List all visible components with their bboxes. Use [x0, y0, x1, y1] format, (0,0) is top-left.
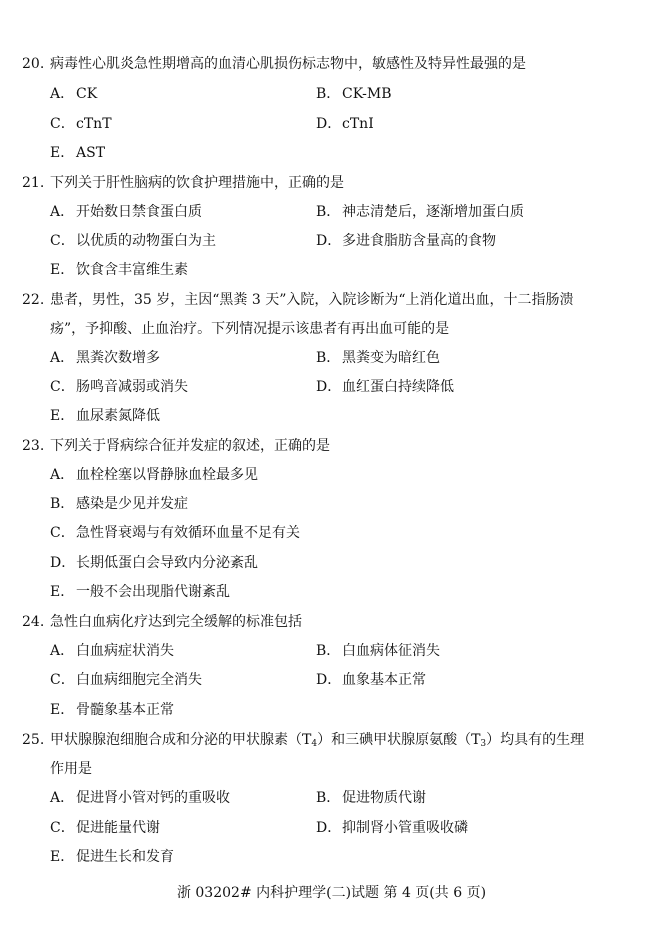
option-letter: A． [50, 350, 75, 366]
option-letter: B． [50, 496, 75, 512]
option-letter: A． [50, 790, 75, 806]
option-letter: D． [50, 555, 76, 571]
question-number: 24. [22, 614, 45, 630]
option-text: 黑粪次数增多 [76, 350, 160, 366]
option-letter: D． [316, 379, 342, 395]
question-21-stem [22, 172, 344, 192]
subscript: 3 [480, 739, 487, 749]
question-22-stem-continued: 疡”，予抑酸、止血治疗。下列情况提示该患者有再出血可能的是 [50, 321, 450, 337]
option-letter: B． [316, 204, 341, 220]
question-22-stem [22, 289, 574, 309]
question-text: 急性白血病化疗达到完全缓解的标准包括 [50, 614, 302, 630]
question-23-stem [22, 435, 330, 455]
question-20-option-d [316, 113, 374, 133]
question-25-stem-continued: 作用是 [50, 761, 92, 777]
question-21-option-e [50, 259, 188, 279]
question-text: 下列关于肝性脑病的饮食护理措施中，正确的是 [50, 175, 344, 191]
option-text: 白血病症状消失 [76, 643, 174, 659]
question-22-option-e [50, 405, 160, 425]
option-text: CK [76, 86, 98, 102]
option-text: 饮食含丰富维生素 [76, 262, 188, 278]
question-24-option-b [316, 640, 440, 660]
option-text: 血尿素氮降低 [76, 408, 160, 424]
option-text: 以优质的动物蛋白为主 [76, 233, 216, 249]
option-text: 促进肾小管对钙的重吸收 [76, 790, 230, 806]
option-text: 急性肾衰竭与有效循环血量不足有关 [76, 525, 300, 541]
option-letter: E． [50, 408, 75, 424]
option-text: cTnT [76, 116, 112, 132]
option-text: 促进物质代谢 [342, 790, 426, 806]
option-text: 血象基本正常 [342, 672, 426, 688]
question-21-option-d [316, 230, 496, 250]
question-20-option-a [50, 83, 97, 103]
option-text: 促进能量代谢 [76, 820, 160, 836]
option-letter: E． [50, 584, 75, 600]
option-letter: B． [316, 86, 341, 102]
option-text: 肠鸣音减弱或消失 [76, 379, 188, 395]
question-23-option-b [50, 493, 188, 513]
option-letter: B． [316, 350, 341, 366]
question-25-option-e [50, 846, 174, 866]
option-text: cTnI [342, 116, 374, 132]
question-text: 病毒性心肌炎急性期增高的血清心肌损伤标志物中，敏感性及特异性最强的是 [50, 56, 526, 72]
option-letter: C． [50, 820, 75, 836]
question-20-stem [22, 53, 526, 73]
question-23-option-d [50, 552, 258, 572]
question-text-part: ）均具有的生理 [486, 732, 585, 748]
option-letter: D． [316, 672, 342, 688]
question-22-option-c [50, 376, 188, 396]
option-text: 血红蛋白持续降低 [342, 379, 454, 395]
option-letter: B． [316, 790, 341, 806]
question-20-option-e [50, 142, 105, 162]
option-letter: C． [50, 525, 75, 541]
option-letter: D． [316, 820, 342, 836]
option-text: 血栓栓塞以肾静脉血栓最多见 [76, 467, 258, 483]
option-letter: A． [50, 643, 75, 659]
question-24-option-e [50, 699, 174, 719]
option-text: 多进食脂肪含量高的食物 [342, 233, 496, 249]
option-text: 白血病体征消失 [342, 643, 440, 659]
question-text: 下列关于肾病综合征并发症的叙述，正确的是 [50, 438, 330, 454]
option-text: 神志清楚后，逐渐增加蛋白质 [342, 204, 524, 220]
option-text: 一般不会出现脂代谢紊乱 [76, 584, 230, 600]
option-text: CK-MB [342, 86, 392, 102]
question-number: 21. [22, 175, 45, 191]
option-letter: A． [50, 86, 75, 102]
option-text: AST [76, 145, 106, 161]
option-text: 长期低蛋白会导致内分泌紊乱 [76, 555, 258, 571]
question-number: 25. [22, 732, 45, 748]
option-text: 抑制肾小管重吸收磷 [342, 820, 468, 836]
option-text: 骨髓象基本正常 [76, 702, 174, 718]
option-text: 开始数日禁食蛋白质 [76, 204, 202, 220]
option-letter: C． [50, 233, 75, 249]
option-letter: A． [50, 204, 75, 220]
question-24-option-d [316, 669, 426, 689]
question-25-stem [22, 729, 584, 749]
question-22-option-a [50, 347, 160, 367]
question-20-option-c [50, 113, 112, 133]
question-23-option-c [50, 522, 300, 542]
question-20-option-b [316, 83, 392, 103]
question-21-option-c [50, 230, 216, 250]
option-text: 黑粪变为暗红色 [342, 350, 440, 366]
question-23-option-a [50, 464, 258, 484]
question-25-option-d [316, 817, 468, 837]
question-22-option-d [316, 376, 454, 396]
option-letter: E． [50, 849, 75, 865]
question-number: 20. [22, 56, 45, 72]
question-text-part: ）和三碘甲状腺原氨酸（T [317, 732, 481, 748]
question-24-stem [22, 611, 302, 631]
question-text-part: 甲状腺腺泡细胞合成和分泌的甲状腺素（T [50, 732, 312, 748]
question-25-option-b [316, 787, 426, 807]
option-letter: C． [50, 379, 75, 395]
option-text: 白血病细胞完全消失 [76, 672, 202, 688]
option-letter: A． [50, 467, 75, 483]
option-letter: D． [316, 233, 342, 249]
question-21-option-a [50, 201, 202, 221]
page-footer: 浙 03202# 内科护理学(二)试题 第 4 页(共 6 页) [176, 885, 487, 901]
option-letter: C． [50, 116, 75, 132]
question-number: 22. [22, 292, 45, 308]
question-number: 23. [22, 438, 45, 454]
question-24-option-c [50, 669, 202, 689]
question-24-option-a [50, 640, 174, 660]
option-text: 促进生长和发育 [76, 849, 174, 865]
option-letter: E． [50, 145, 75, 161]
option-text: 感染是少见并发症 [76, 496, 188, 512]
question-21-option-b [316, 201, 524, 221]
question-text: 患者，男性，35 岁，主因“黑粪 3 天”入院，入院诊断为“上消化道出血，十二指肠溃 [50, 292, 574, 308]
option-letter: B． [316, 643, 341, 659]
question-22-option-b [316, 347, 440, 367]
question-25-option-a [50, 787, 230, 807]
option-letter: C． [50, 672, 75, 688]
option-letter: E． [50, 702, 75, 718]
question-23-option-e [50, 581, 230, 601]
question-25-option-c [50, 817, 160, 837]
option-letter: D． [316, 116, 342, 132]
option-letter: E． [50, 262, 75, 278]
subscript: 4 [311, 739, 318, 749]
